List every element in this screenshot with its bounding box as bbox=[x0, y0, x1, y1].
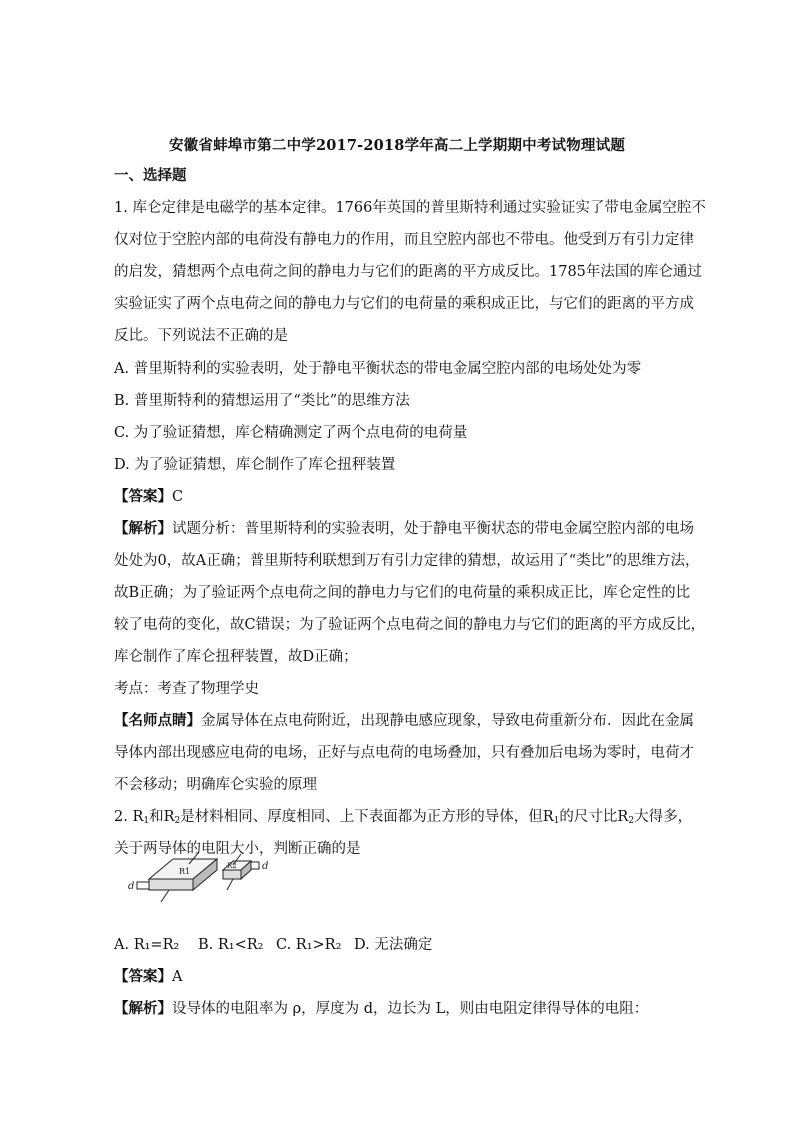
r1-label: R1 bbox=[179, 867, 191, 876]
answer-label: 【答案】 bbox=[114, 488, 172, 505]
q1-option-c: C. 为了验证猜想，库仑精确测定了两个点电荷的电荷量 bbox=[114, 425, 468, 441]
q2-option-b: B. R₁<R₂ bbox=[198, 937, 264, 953]
q1-stem-line: 实验证实了两个点电荷之间的静电力与它们的电荷量的乘积成正比，与它们的距离的平方成 bbox=[114, 296, 694, 312]
q2-analysis bbox=[114, 1000, 648, 1018]
q1-stem-line: 仅对位于空腔内部的电荷没有静电力的作用，而且空腔内部也不带电。他受到万有引力定律 bbox=[114, 232, 694, 248]
analysis-label: 【解析】 bbox=[114, 520, 172, 537]
subscript: 2 bbox=[628, 816, 635, 826]
q1-stem-line: 的启发，猜想两个点电荷之间的静电力与它们的距离的平方成反比。1785年法国的库仑通过 bbox=[114, 264, 702, 280]
analysis-label: 【解析】 bbox=[114, 1000, 172, 1017]
q2-option-a: A. R₁=R₂ bbox=[114, 937, 180, 953]
q2-text: 的尺寸比R bbox=[559, 809, 629, 825]
q1-analysis-line bbox=[114, 520, 694, 538]
q1-option-b: B. 普里斯特利的猜想运用了“类比”的思维方法 bbox=[114, 393, 410, 409]
subscript: 2 bbox=[174, 816, 181, 826]
q1-option-a: A. 普里斯特利的实验表明，处于静电平衡状态的带电金属空腔内部的电场处处为零 bbox=[114, 361, 642, 377]
q1-stem-line: 1. 库仑定律是电磁学的基本定律。1766年英国的普里斯特利通过实验证实了带电金属空腔不 bbox=[114, 200, 706, 216]
r2-label: R2 bbox=[227, 862, 237, 870]
answer-value: C bbox=[172, 489, 184, 505]
d-label: d bbox=[262, 861, 269, 872]
q2-text: 2. R bbox=[114, 809, 144, 825]
note-label: 【名师点睛】 bbox=[114, 712, 201, 729]
note-text: 金属导体在点电荷附近，出现静电感应现象，导致电荷重新分布．因此在金属 bbox=[201, 713, 694, 729]
q1-option-d: D. 为了验证猜想，库仑制作了库仑扭秤装置 bbox=[114, 457, 396, 473]
subscript: 1 bbox=[143, 816, 150, 826]
q2-text: 是材料相同、厚度相同、上下表面都为正方形的导体，但R bbox=[180, 809, 554, 825]
q1-analysis-line: 库仑制作了库仑扭秤装置，故D正确； bbox=[114, 649, 358, 665]
answer-value: A bbox=[172, 969, 183, 985]
q1-note-line bbox=[114, 712, 694, 730]
q2-options bbox=[114, 936, 432, 954]
q2-stem-line: 关于两导体的电阻大小，判断正确的是 bbox=[114, 841, 361, 857]
q2-stem-line bbox=[114, 808, 692, 830]
q1-analysis-line: 处处为0，故A正确；普里斯特利联想到万有引力定律的猜想，故运用了“类比”的思维方法， bbox=[114, 553, 700, 569]
q1-analysis-line: 故B正确；为了验证两个点电荷之间的静电力与它们的电荷量的乘积成正比，库仑定性的比 bbox=[114, 585, 691, 601]
conductor-r2 bbox=[223, 854, 268, 890]
answer-label: 【答案】 bbox=[114, 968, 172, 985]
q1-answer bbox=[114, 488, 183, 506]
q2-option-c: C. R₁>R₂ bbox=[276, 937, 342, 953]
q2-answer bbox=[114, 968, 182, 986]
analysis-text: 设导体的电阻率为 ρ，厚度为 d，边长为 L，则由电阻定律得导体的电阻： bbox=[172, 1001, 649, 1017]
q2-text: 大得多， bbox=[634, 809, 693, 825]
q2-text: 和R bbox=[149, 809, 175, 825]
q1-kaodian: 考点：考查了物理学史 bbox=[114, 681, 259, 697]
document-title: 安徽省蚌埠市第二中学2017-2018学年高二上学期期中考试物理试题 bbox=[168, 137, 626, 154]
conductor-r1 bbox=[128, 852, 217, 902]
conductor-figure bbox=[115, 852, 275, 912]
q1-stem-line: 反比。下列说法不正确的是 bbox=[114, 328, 288, 344]
section-heading: 一、选择题 bbox=[114, 167, 187, 184]
d-label: d bbox=[128, 881, 135, 892]
q1-note-line: 导体内部出现感应电荷的电场，正好与点电荷的电场叠加，只有叠加后电场为零时，电荷才 bbox=[114, 745, 694, 761]
q1-note-line: 不会移动；明确库仑实验的原理 bbox=[114, 777, 317, 793]
q2-option-d: D. 无法确定 bbox=[354, 937, 433, 953]
analysis-text: 试题分析：普里斯特利的实验表明，处于静电平衡状态的带电金属空腔内部的电场 bbox=[172, 521, 694, 537]
q1-analysis-line: 较了电荷的变化，故C错误；为了验证两个点电荷之间的静电力与它们的距离的平方成反比， bbox=[114, 617, 706, 633]
subscript: 1 bbox=[553, 816, 560, 826]
